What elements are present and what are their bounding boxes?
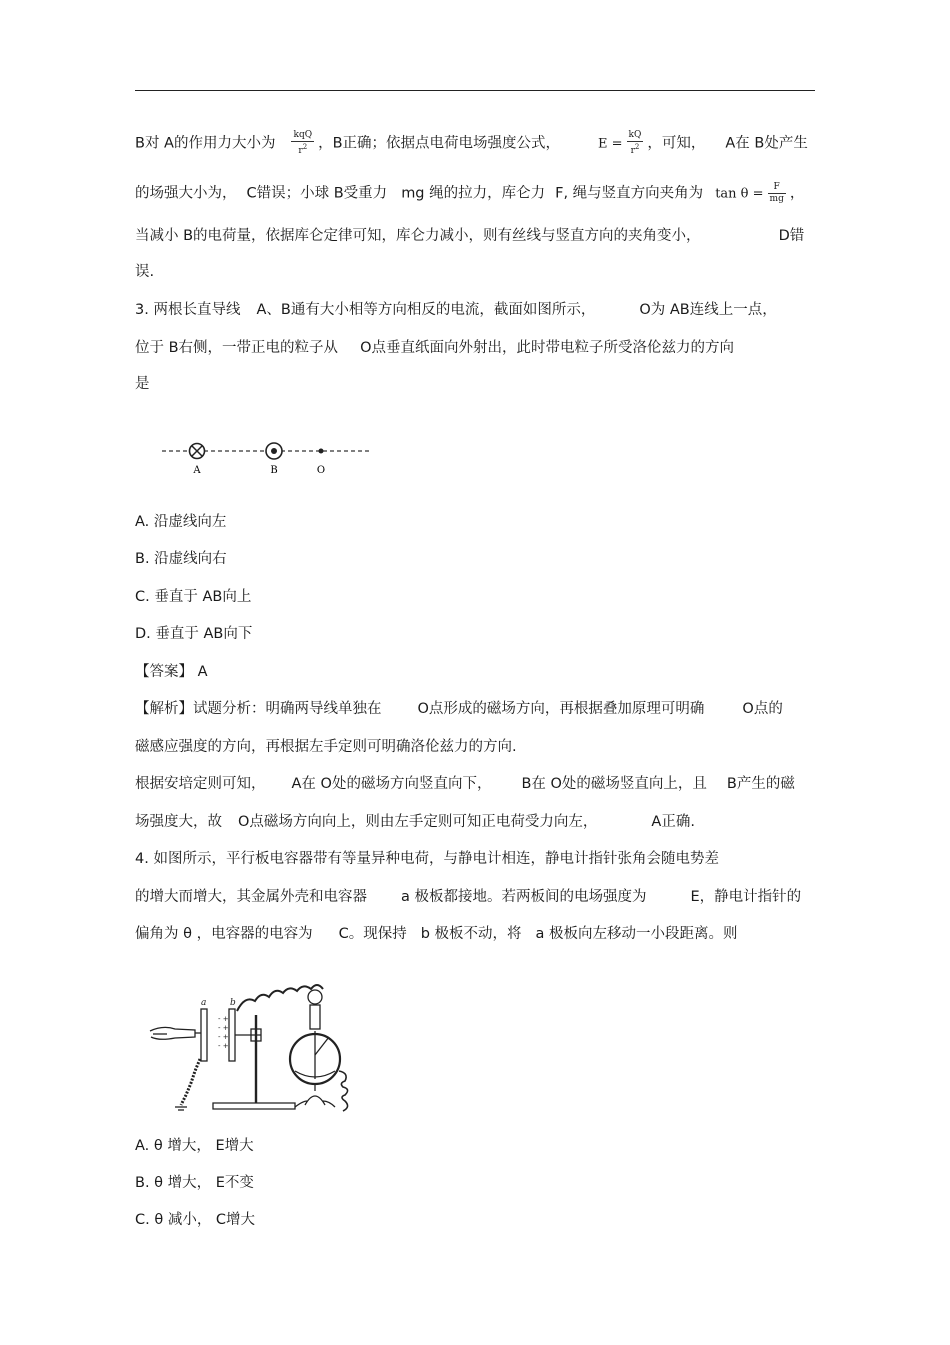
q3-line1 [135,300,777,320]
label-o: O [316,465,326,476]
q3-analysis-line4 [135,812,695,832]
text: O点垂直纸面向外射出，此时带电粒子所受洛伦兹力的方向 [360,340,734,356]
p1-line3 [135,226,804,246]
text: D错 [778,228,805,244]
text: 场强度大，故 [135,814,222,830]
plate-a [201,1009,207,1061]
q3-analysis-line3 [135,774,795,794]
text: ，可知， [647,135,706,152]
stand-base [213,1103,295,1109]
label-plate-a: a [201,998,207,1008]
q4-line2 [135,887,801,907]
text: O点形成的磁场方向，再根据叠加原理可明确 [417,701,705,717]
point-o [319,449,324,454]
svg-text:- +: - + [218,1015,229,1023]
q3-option-c: C. 垂直于 AB向上 [135,589,252,605]
formula-tan: tan θ = [715,186,764,202]
text: mg 绳的拉力，库仑力 [401,185,546,202]
p1-line1 [135,130,808,157]
label-a: A [193,465,201,476]
text: 【解析】试题分析：明确两导线单独在 [135,701,382,717]
text: 位于 B右侧，一带正电的粒子从 [135,340,339,356]
p1-line2 [135,182,804,205]
text: E，静电计指针的 [690,889,802,905]
text: 根据安培定则可知， [135,776,266,792]
text: O点的 [742,701,783,717]
text: A、B通有大小相等方向相反的电流，截面如图所示， [256,302,596,318]
q3-line2 [135,338,734,358]
hand-icon [150,1027,195,1039]
text: 3. 两根长直导线 [135,302,241,318]
svg-text:- +: - + [218,1042,229,1050]
q3-analysis-line2: 磁感应强度的方向，再根据左手定则可明确洛伦兹力的方向. [135,739,517,755]
label-plate-b: b [230,998,236,1008]
fraction-kQ-r2: $\frac{kQ}{r^2}$ [628,130,642,156]
ground-wire-electroscope [339,1071,348,1111]
text: F, 绳与竖直方向夹角为 [555,185,704,202]
q4-line1: 4. 如图所示，平行板电容器带有等量异种电荷，与静电计相连，静电计指针张角会随电势差 [135,851,719,867]
text: A在 B处产生 [725,135,808,152]
text: O点磁场方向向上，则由左手定则可知正电荷受力向左， [238,814,598,830]
ground-wire-a [181,1059,200,1105]
text: C错误；小球 B受重力 [246,185,388,202]
text: A正确. [651,814,695,830]
plate-b [229,1009,235,1061]
label-b: B [270,465,278,476]
text: B产生的磁 [726,776,795,792]
text: O为 AB连线上一点， [639,302,777,318]
fraction-kqQ-r2: $\frac{\text{kqQ}}{r^2}$ [293,130,313,156]
q3-option-b: B. 沿虚线向右 [135,551,227,567]
wires-diagram [160,432,375,478]
text: B对 A的作用力大小为 [135,135,276,152]
q3-analysis-line1 [135,699,783,719]
q3-option-a: A. 沿虚线向左 [135,514,227,530]
text: 的增大而增大，其金属外壳和电容器 [135,889,367,905]
text: b 极板不动，将 [420,926,522,942]
text: a 极板向左移动一小段距离。则 [535,926,738,942]
text: 的场强大小为， [135,185,237,202]
wire-b-out-of-page-icon [266,443,282,459]
capacitor-electroscope-diagram [145,975,360,1117]
text: 当减小 B的电荷量，依据库仑定律可知，库仑力减小，则有丝线与竖直方向的夹角变小， [135,228,701,244]
q4-option-b: B. θ 增大， E不变 [135,1175,254,1191]
text: ，B正确；依据点电荷电场强度公式， [318,135,561,152]
q3-option-d: D. 垂直于 AB向下 [135,626,253,642]
electroscope-knob [308,990,322,1004]
q3-line3: 是 [135,376,150,392]
q3-answer: 【答案】 A [135,664,208,680]
q4-option-c: C. θ 减小， C增大 [135,1212,256,1228]
text: C。现保持 [338,926,407,942]
svg-text:- +: - + [218,1033,229,1041]
svg-text:- +: - + [218,1024,229,1032]
q4-option-a: A. θ 增大， E增大 [135,1138,254,1154]
fraction-F-mg: $\frac{F}{mg}$ [769,182,784,204]
text: A在 O处的磁场方向竖直向下， [291,776,492,792]
wire-a-into-page-icon [190,444,205,459]
p1-line4: 误. [135,264,155,280]
text: B在 O处的磁场竖直向上，且 [521,776,707,792]
text: a 极板都接地。若两板间的电场强度为 [401,889,647,905]
formula-E: E = [598,136,623,152]
text: ， [789,185,805,202]
header-rule [135,90,815,91]
q4-line3 [135,924,738,944]
text: 偏角为 θ ，电容器的电容为 [135,926,313,942]
